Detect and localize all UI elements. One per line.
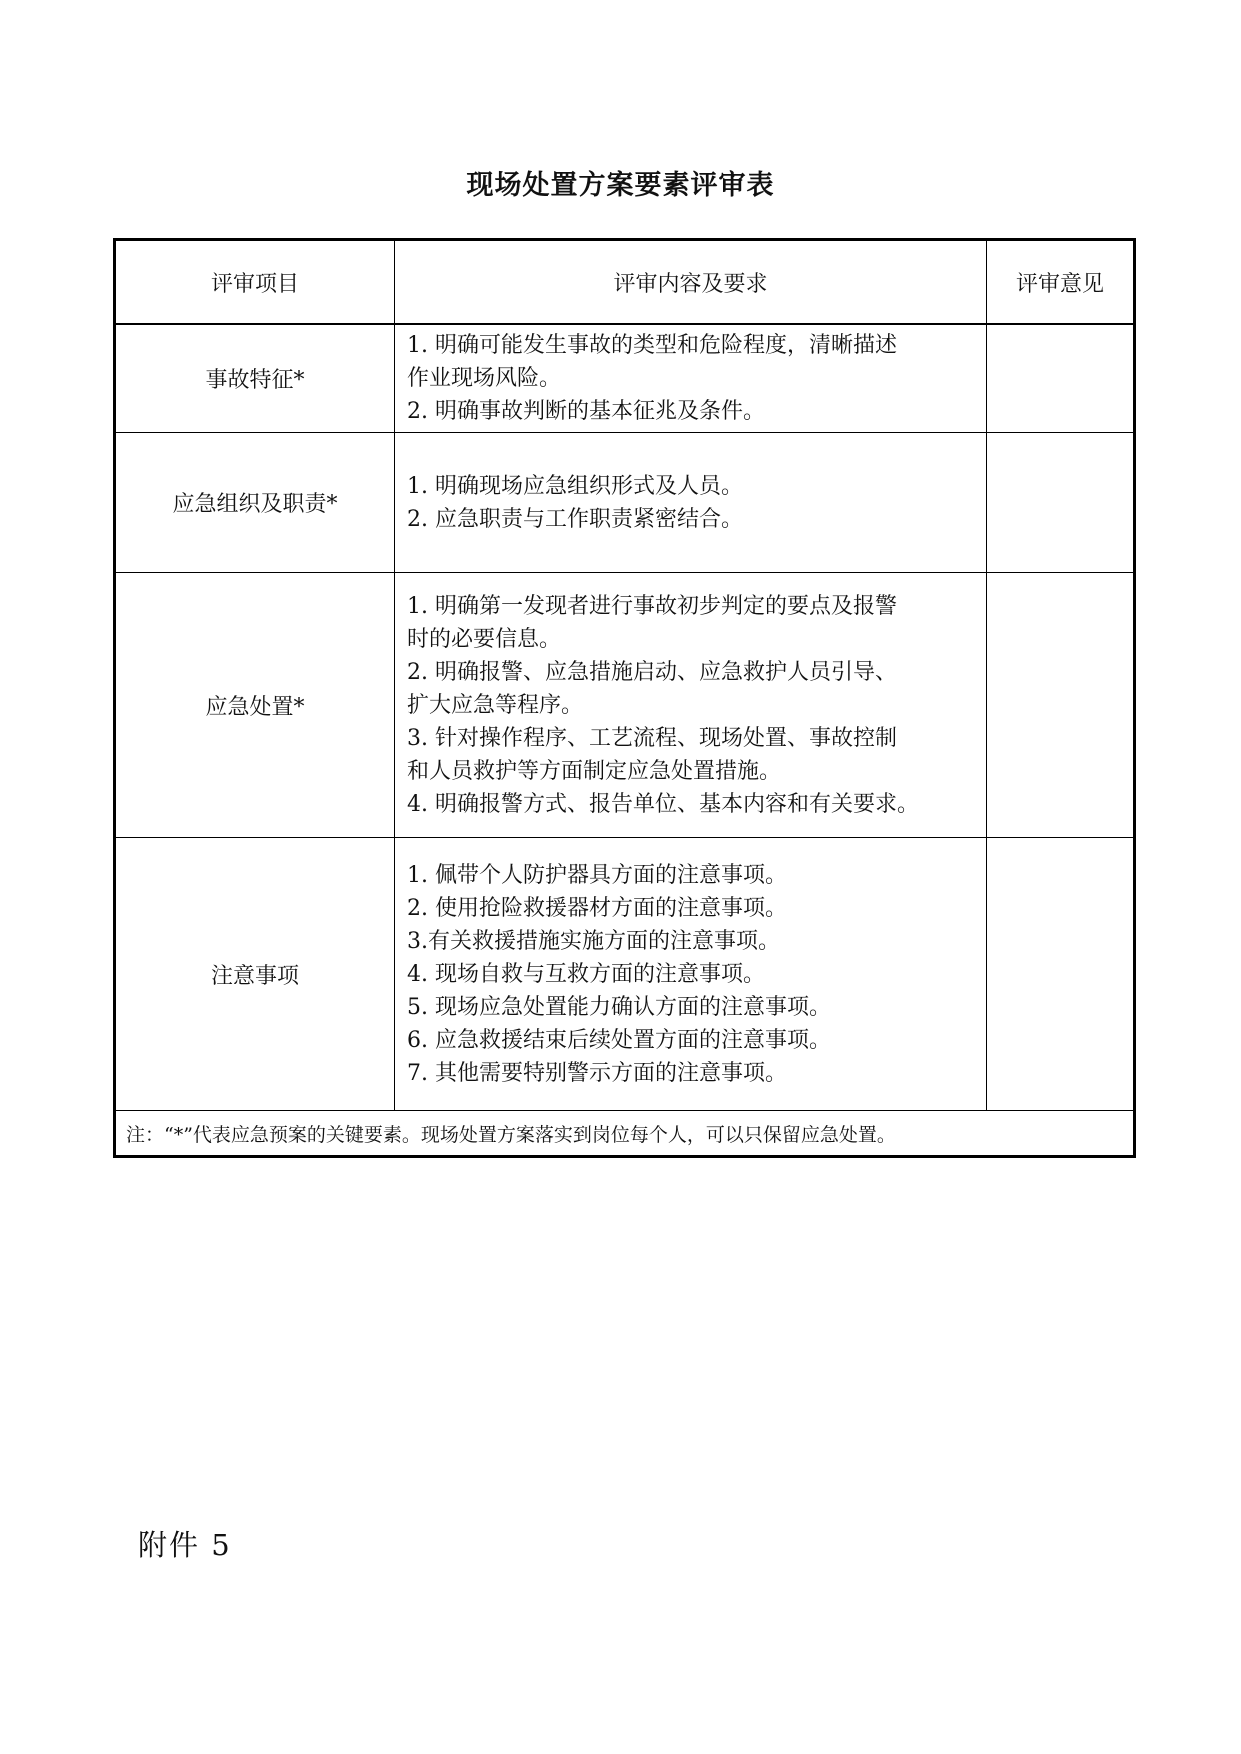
- table-row: [115, 573, 1135, 838]
- row-content: [395, 433, 987, 573]
- row-content: [395, 573, 987, 838]
- table-note-row: [115, 1111, 1135, 1157]
- content-line: 扩大应急等程序。: [407, 692, 584, 718]
- content-line: 2. 明确事故判断的基本征兆及条件。: [407, 399, 765, 424]
- content-line: 2. 使用抢险救援器材方面的注意事项。: [407, 895, 787, 921]
- content-line: 4. 现场自救与互救方面的注意事项。: [407, 961, 765, 987]
- row-item-label: 事故特征*: [115, 324, 395, 433]
- header-review-opinion: 评审意见: [987, 240, 1135, 325]
- table-row: [115, 433, 1135, 573]
- row-opinion-cell[interactable]: [987, 433, 1135, 573]
- table-note: 注：“*”代表应急预案的关键要素。现场处置方案落实到岗位每个人，可以只保留应急处置。: [115, 1111, 1135, 1157]
- content-line: 4. 明确报警方式、报告单位、基本内容和有关要求。: [407, 791, 919, 817]
- row-content: [395, 838, 987, 1111]
- content-line: 2. 应急职责与工作职责紧密结合。: [407, 506, 743, 532]
- page-title: 现场处置方案要素评审表: [466, 170, 775, 201]
- content-line: 2. 明确报警、应急措施启动、应急救护人员引导、: [407, 659, 897, 685]
- content-line: 3.有关救援措施实施方面的注意事项。: [407, 928, 780, 954]
- table-row: [115, 324, 1135, 433]
- table-row: [115, 838, 1135, 1111]
- row-opinion-cell[interactable]: [987, 324, 1135, 433]
- row-opinion-cell[interactable]: [987, 838, 1135, 1111]
- row-item-label: 注意事项: [115, 838, 395, 1111]
- content-line: 5. 现场应急处置能力确认方面的注意事项。: [407, 994, 831, 1020]
- header-review-item: 评审项目: [115, 240, 395, 325]
- row-item-label: 应急处置*: [115, 573, 395, 838]
- content-line: 和人员救护等方面制定应急处置措施。: [407, 758, 782, 784]
- content-line: 3. 针对操作程序、工艺流程、现场处置、事故控制: [407, 725, 897, 751]
- content-line: 作业现场风险。: [407, 366, 562, 391]
- content-line: 1. 明确第一发现者进行事故初步判定的要点及报警: [407, 593, 897, 619]
- content-line: 7. 其他需要特别警示方面的注意事项。: [407, 1060, 787, 1086]
- content-line: 时的必要信息。: [407, 626, 562, 652]
- content-line: 6. 应急救援结束后续处置方面的注意事项。: [407, 1027, 831, 1053]
- row-item-label: 应急组织及职责*: [115, 433, 395, 573]
- review-table: [113, 238, 1136, 1158]
- content-line: 1. 佩带个人防护器具方面的注意事项。: [407, 862, 787, 888]
- row-content: [395, 324, 987, 433]
- row-opinion-cell[interactable]: [987, 573, 1135, 838]
- content-line: 1. 明确现场应急组织形式及人员。: [407, 473, 743, 499]
- attachment-label: 附件 5: [138, 1528, 232, 1562]
- content-line: 1. 明确可能发生事故的类型和危险程度，清晰描述: [407, 333, 897, 358]
- header-review-content: 评审内容及要求: [395, 240, 987, 325]
- table-header-row: [115, 240, 1135, 325]
